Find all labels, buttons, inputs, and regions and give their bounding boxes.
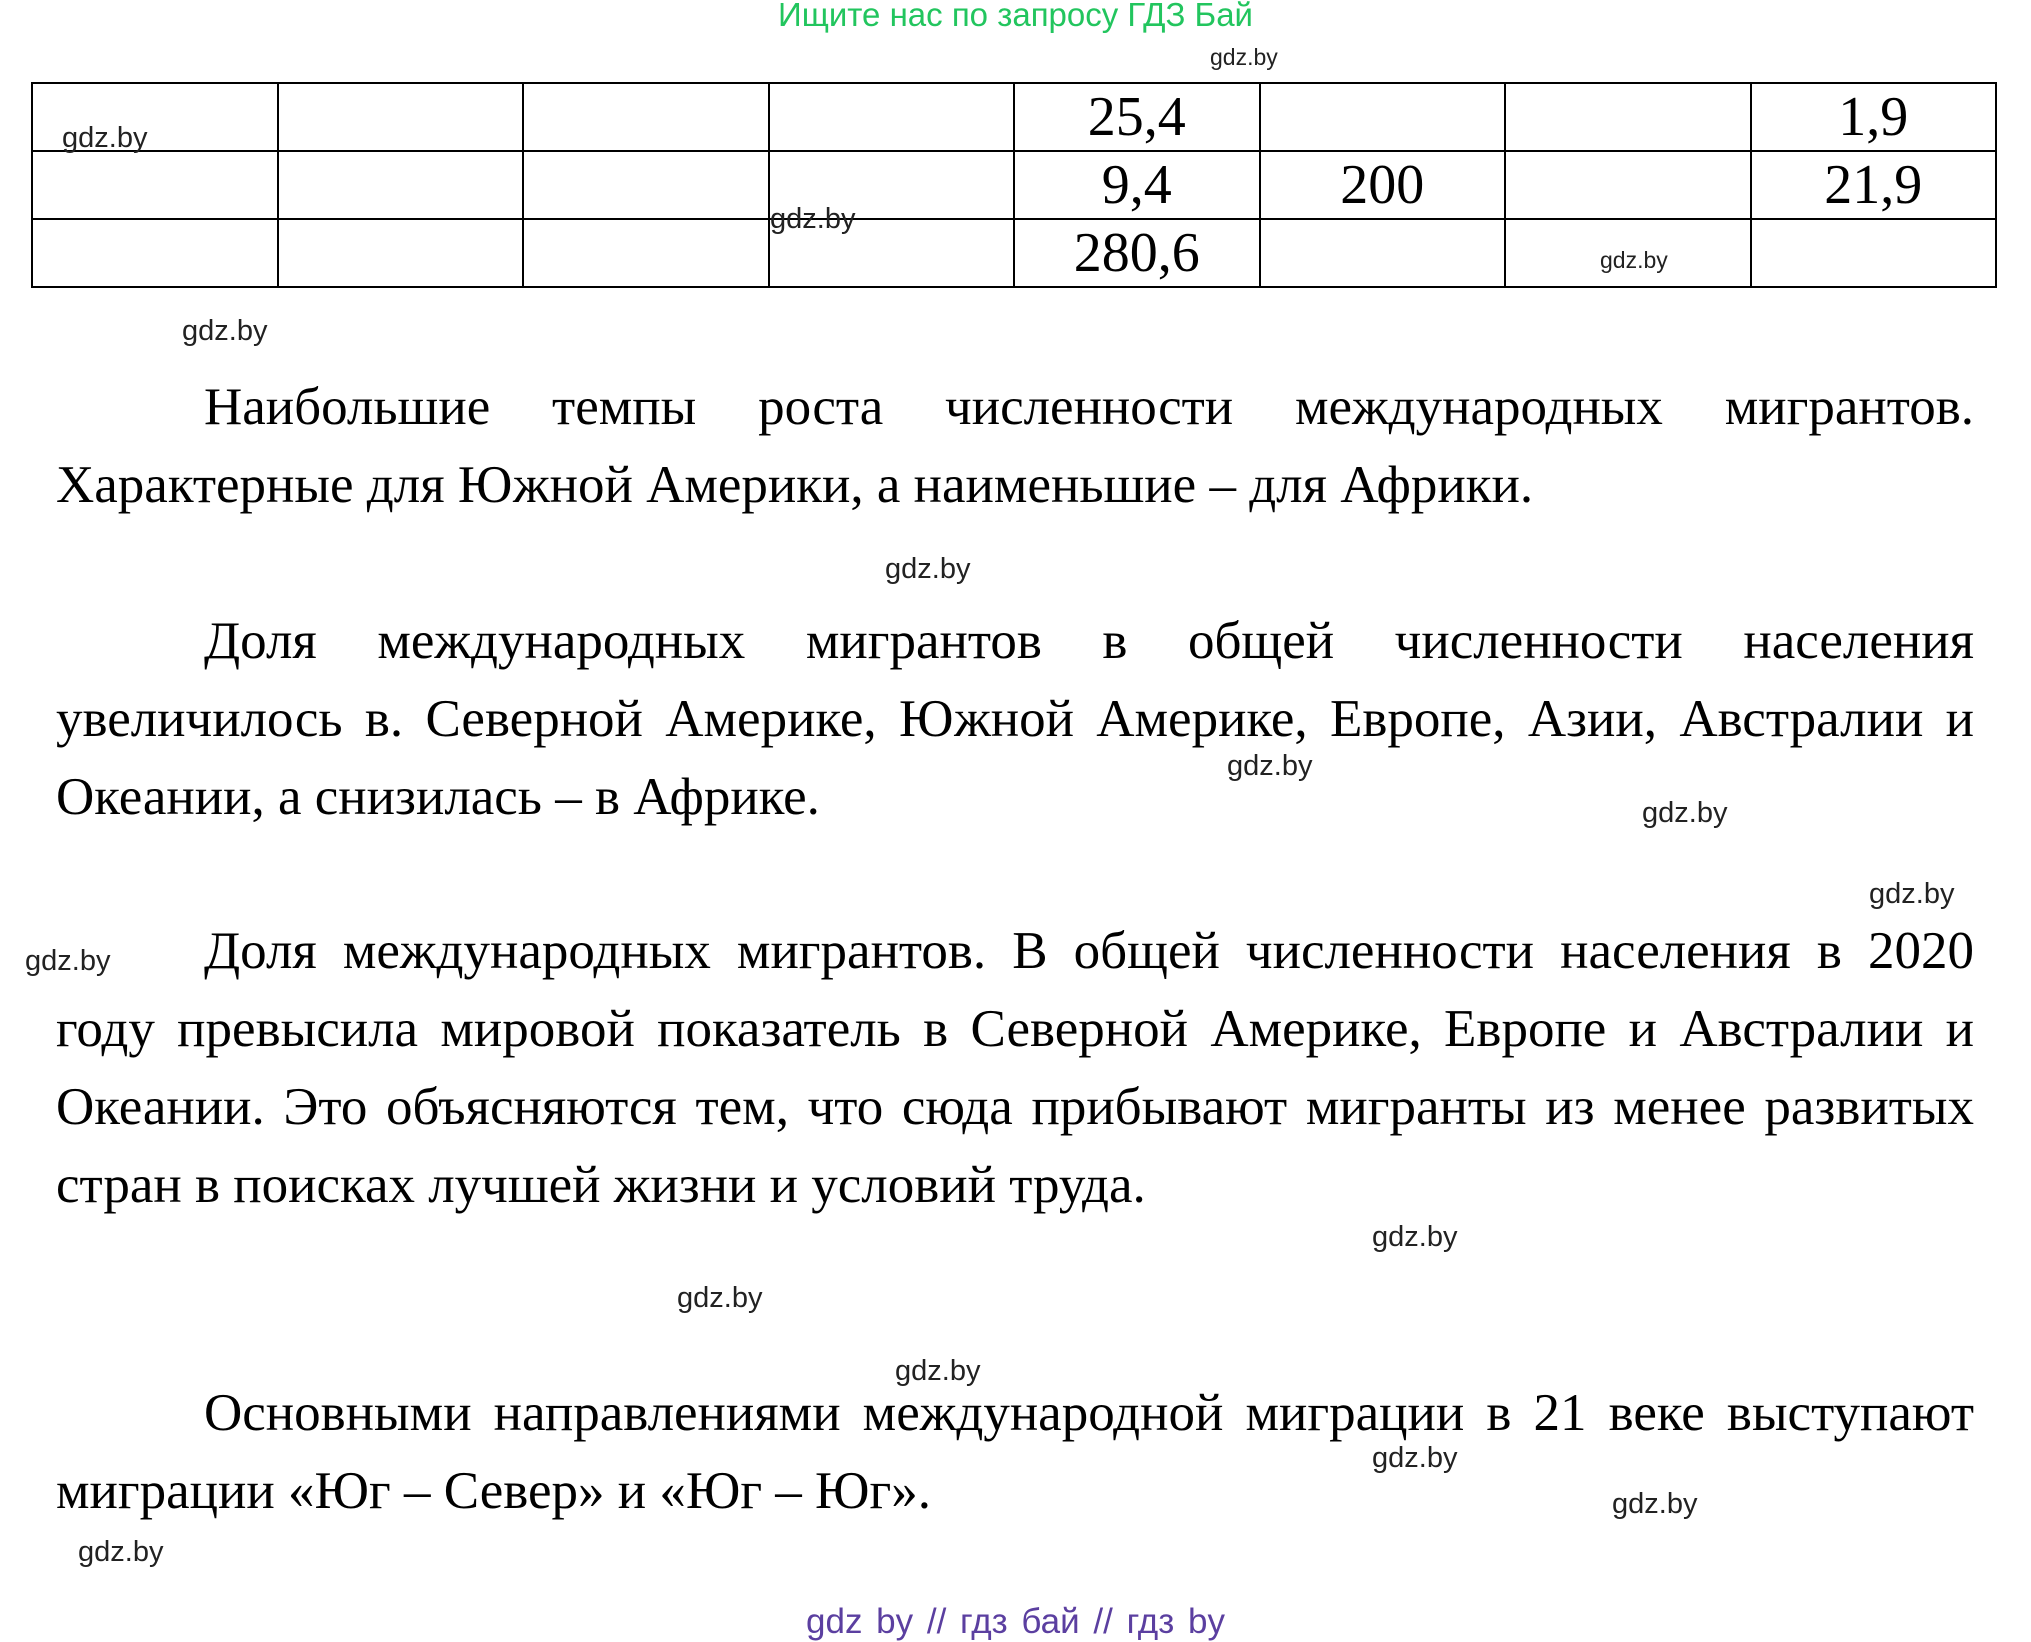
table-cell: 1,9	[1751, 83, 1997, 151]
paragraph-2: Доля международных мигрантов в общей численности населения увеличилось в. Северной Америке, Южной Америке, Европе, Азии, Австралии и Океании, а снизилась – в Африке.	[56, 612, 1974, 826]
watermark: gdz.by	[1600, 247, 1668, 273]
table-cell	[1260, 83, 1506, 151]
watermark: gdz.by	[78, 1536, 164, 1568]
watermark: gdz.by	[1612, 1488, 1698, 1520]
table-cell	[1505, 151, 1751, 219]
table-cell: 200	[1260, 151, 1506, 219]
watermark: gdz.by	[885, 553, 971, 585]
table-cell: 9,4	[1014, 151, 1260, 219]
table-cell	[1505, 83, 1751, 151]
table-cell	[523, 219, 769, 287]
table-cell: 280,6	[1014, 219, 1260, 287]
top-banner: Ищите нас по запросу ГДЗ Бай	[778, 0, 1253, 33]
table-cell	[32, 219, 278, 287]
table-cell	[523, 151, 769, 219]
watermark: gdz.by	[1372, 1442, 1458, 1474]
table-cell	[278, 83, 524, 151]
table-row	[32, 219, 1996, 287]
watermark: gdz.by	[1642, 797, 1728, 829]
table-cell: 21,9	[1751, 151, 1997, 219]
footer-links: gdz by // гдз бай // гдз by	[806, 1602, 1225, 1641]
watermark: gdz.by	[770, 203, 856, 235]
table-cell	[32, 151, 278, 219]
table-cell	[769, 83, 1015, 151]
paragraph-1: Наибольшие темпы роста численности международных мигрантов. Характерные для Южной Америки, а наименьшие – для Африки.	[56, 378, 1974, 514]
table-row	[32, 151, 1996, 219]
table-cell	[278, 219, 524, 287]
watermark: gdz.by	[1227, 750, 1313, 782]
table-cell	[278, 151, 524, 219]
table-cell	[523, 83, 769, 151]
watermark: gdz.by	[895, 1355, 981, 1387]
table-cell	[1751, 219, 1997, 287]
table-row	[32, 83, 1996, 151]
watermark: gdz.by	[25, 945, 111, 977]
table-cell	[1260, 219, 1506, 287]
paragraph-3: Доля международных мигрантов. В общей численности населения в 2020 году превысила мировой показатель в Северной Америке, Европе и Австралии и Океании. Это объясняются тем, что сюда прибывают мигранты из менее развитых стран в поисках лучшей жизни и условий труда.	[56, 922, 1974, 1214]
watermark: gdz.by	[1210, 44, 1278, 70]
watermark: gdz.by	[677, 1282, 763, 1314]
watermark: gdz.by	[182, 315, 268, 347]
watermark: gdz.by	[1372, 1221, 1458, 1253]
table-cell: 25,4	[1014, 83, 1260, 151]
data-table	[31, 82, 1997, 288]
watermark: gdz.by	[62, 122, 148, 154]
watermark: gdz.by	[1869, 878, 1955, 910]
paragraph-4: Основными направлениями международной миграции в 21 веке выступают миграции «Юг – Север» и «Юг – Юг».	[56, 1384, 1974, 1520]
